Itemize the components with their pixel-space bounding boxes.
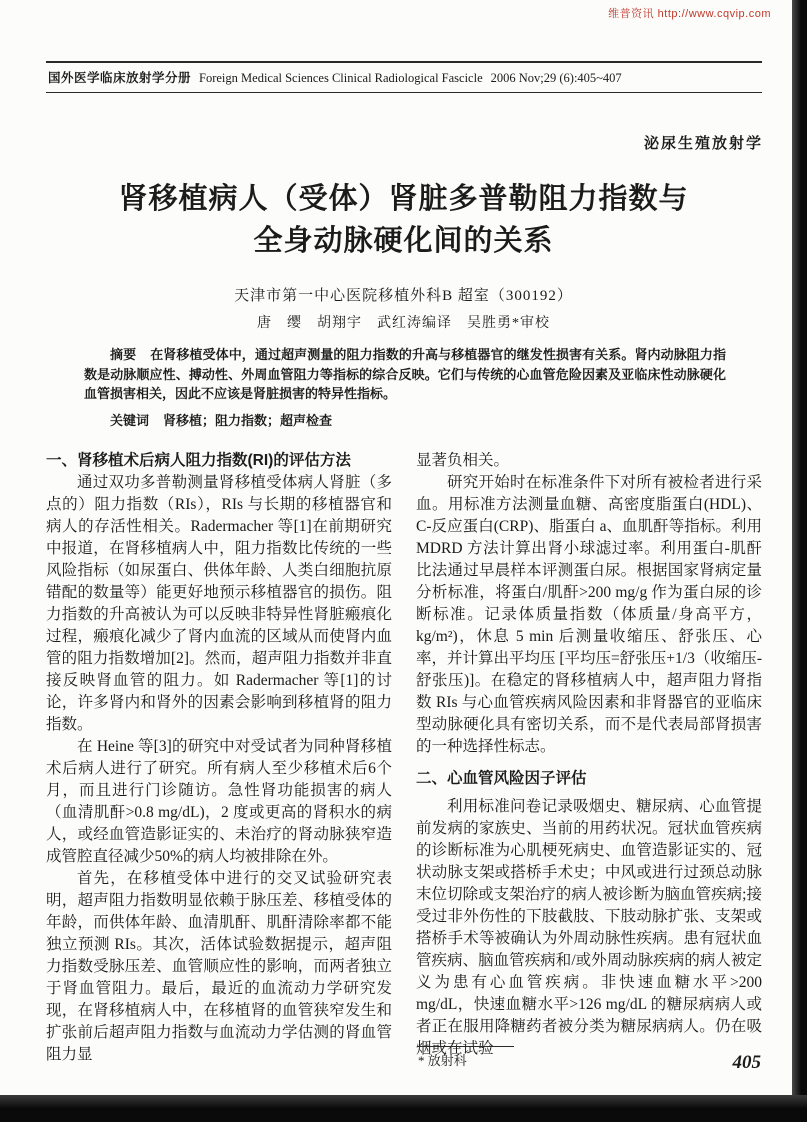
body-paragraph: 首先，在移植受体中进行的交叉试验研究表明，超声阻力指数明显依赖于脉压差、移植受体的年龄，而供体年龄、血清肌酐、肌酐清除率都不能独立预测 RIs。其次，活体试验数据提示，超声阻力指数受脉压差、血管顺应性的影响，而两者独立于肾血管阻力。最后，最近的血流动力学研究发现，在肾移植病人中，在移植肾的血管狭窄发生和扩张前后超声阻力指数与血流动力学估测的肾血管阻力显 [46,870,392,1063]
body-paragraph: 通过双功多普勒测量肾移植受体病人肾脏（多点的）阻力指数（RIs），RIs 与长期的移植器官和病人的存活性相关。Radermacher 等[1]在前期研究中报道，在肾移植病人中，阻力指数比传统的一些风险指标（如尿蛋白、供体年龄、人类白细胞抗原错配的数量等）能更好地预示移植器官的损伤。阻力指数的升高被认为可以反映非特异性肾脏瘢痕化过程，瘢痕化减少了肾内血流的区域从而使肾内血管的阻力指数增加[2]。然而，超声阻力指数并非直接反映肾血管的阻力。如 Radermacher 等[1]的讨论，许多肾内和肾外的因素会影响到移植肾的阻力指数。 [46,474,392,733]
section-heading-1: 一、肾移植术后病人阻力指数(RI)的评估方法 [46,452,351,469]
keywords-text: 肾移植；阻力指数；超声检查 [163,412,333,428]
footnote-text: * 放射科 [418,1053,467,1068]
journal-header [46,61,762,93]
authors-line: 唐 缨 胡翔宇 武红涛编译 吴胜勇*审校 [257,316,550,331]
left-column [46,450,392,1066]
scan-edge-bottom [0,1095,807,1122]
abstract-text: 在肾移植受体中，通过超声测量的阻力指数的升高与移植器官的继发性损害有关系。肾内动脉阻力指数是动脉顺应性、搏动性、外周血管阻力等指标的综合反映。它们与传统的心血管危险因素及亚临床性动脉硬化血管损害相关，因此不应该是肾脏损害的特异性指标。 [84,347,726,401]
abstract-paragraph [84,345,726,404]
journal-title-zh: 国外医学临床放射学分册 [48,71,192,85]
journal-title-en: Foreign Medical Sciences Clinical Radiological Fascicle [199,71,483,85]
body-paragraph: 利用标准问卷记录吸烟史、糖尿病、心血管提前发病的家族史、当前的用药状况。冠状血管疾病的诊断标准为心肌梗死病史、血管造影证实的、冠状动脉支架或搭桥手术史；中风或进行过颈总动脉末位切除或支架治疗的病人被诊断为脑血管疾病;接受过非外伤性的下肢截肢、下肢动脉扩张、支架或搭桥手术等被确认为外周动脉性疾病。患有冠状血管疾病、脑血管疾病和/或外周动脉疾病的病人被定义为患有心血管疾病。非快速血糖水平>200 mg/dL，快速血糖水平>126 mg/dL 的糖尿病病人或者正在服用降糖药者被分类为糖尿病病人。仍在吸烟或在试验 [416,798,762,1057]
scan-edge-right [792,0,807,1122]
footnote-rule [418,1046,514,1047]
article-title [0,178,807,262]
article-title-line1: 肾移植病人（受体）肾脏多普勒阻力指数与 [118,183,689,215]
page-number: 405 [732,1052,761,1073]
section-heading-2: 二、心血管风险因子评估 [416,770,587,787]
right-column [416,450,762,1066]
keywords-line [84,411,726,431]
abstract-label: 摘要 [110,347,137,362]
column-section-label: 泌尿生殖放射学 [643,135,763,152]
abstract-block [84,345,726,430]
body-paragraph: 在 Heine 等[3]的研究中对受试者为同种肾移植术后病人进行了研究。所有病人至少移植术后6个月，而且进行门诊随访。急性肾功能损害的病人（血清肌酐>0.8 mg/dL)，2 度或更高的肾积水的病人，或经血管造影证实的、未治疗的肾动脉狭窄造成管腔直径减少50%的病人均被排除在外。 [46,738,392,865]
cqvip-watermark: 维普资讯 http://www.cqvip.com [608,8,771,20]
journal-issue-info: 2006 Nov;29 (6):405~407 [490,71,622,85]
affiliation: 天津市第一中心医院移植外科B 超室（300192） [234,288,573,304]
body-paragraph-continuation: 显著负相关。 [416,452,510,469]
article-title-line2: 全身动脉硬化间的关系 [253,225,554,257]
keywords-label: 关键词 [110,412,150,428]
body-paragraph: 研究开始时在标准条件下对所有被检者进行采血。用标准方法测量血糖、高密度脂蛋白(HDL)、C-反应蛋白(CRP)、脂蛋白 a、血肌酐等指标。利用 MDRD 方法计算出肾小球滤过率。利用蛋白-肌酐比法通过早晨样本评测蛋白尿。根据国家肾病定量分析标准，将蛋白/肌酐>200 mg/g 作为蛋白尿的诊断标准。记录体质量指数（体质量/身高平方，kg/m²)，休息 5 min 后测量收缩压、舒张压、心率，并计算出平均压 [平均压=舒张压+1/3（收缩压-舒张压)]。在稳定的肾移植病人中，超声阻力肾指数 RIs 与心血管疾病风险因素和非肾器官的亚临床型动脉硬化具有密切关系，而不是代表局部肾损害的一种选择性标志。 [416,474,762,755]
article-body [46,450,762,1066]
